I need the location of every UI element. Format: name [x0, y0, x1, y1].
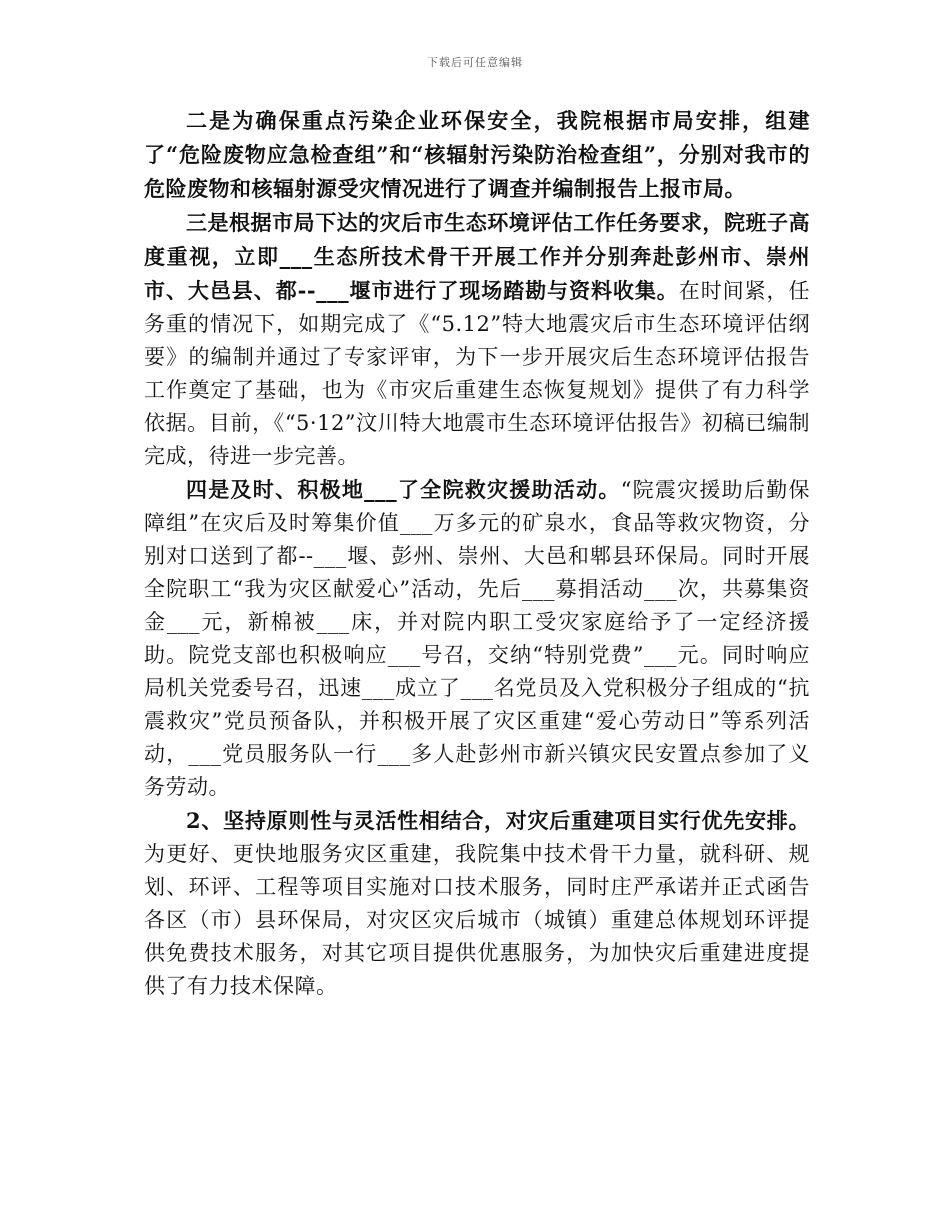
paragraph [144, 104, 810, 206]
paragraph-bold-lead: 2、坚持原则性与灵活性相结合，对灾后重建项目实行优先安排。 [186, 808, 810, 833]
paragraph-text: 为更好、更快地服务灾区重建，我院集中技术骨干力量，就科研、规划、环评、工程等项目实施对口技术服务，同时庄严承诺并正式函告各区（市）县环保局，对灾区灾后城市（城镇）重建总体规划环评提供免费技术服务，对其它项目提供优惠服务，为加快灾后重建进度提供了有力技术保障。 [144, 842, 810, 998]
paragraph-bold-lead: 二是为确保重点污染企业环保安全，我院根据市局安排，组建了“危险废物应急检查组”和“核辐射污染防治检查组”，分别对我市的危险废物和核辐射源受灾情况进行了调查并编制报告上报市局。 [144, 108, 810, 201]
page-header: 下载后可任意编辑 [427, 56, 523, 69]
paragraph-bold-lead: 四是及时、积极地___了全院救灾援助活动。 [186, 477, 621, 502]
paragraph-bold-lead: 三是根据市局下达的灾后市生态环境评估工作任务要求，院班子高度重视，立即___生态所技术骨干开展工作并分别奔赴彭州市、崇州市、大邑县、都--___堰市进行了现场踏勘与资料收集。 [144, 210, 810, 303]
paragraph [144, 473, 810, 804]
paragraph [144, 804, 810, 1003]
paragraph-text: “院震灾援助后勤保障组”在灾后及时筹集价值___万多元的矿泉水，食品等救灾物资，分别对口送到了都--___堰、彭州、崇州、大邑和郫县环保局。同时开展全院职工“我为灾区献爱心”活动，先后___募捐活动___次，共募集资金___元，新棉被___床，并对院内职工受灾家庭给予了一定经济援助。院党支部也积极响应___号召，交纳“特别党费”___元。同时响应局机关党委号召，迅速___成立了___名党员及入党积极分子组成的“抗震救灾”党员预备队，并积极开展了灾区重建“爱心劳动日”等系列活动，___党员服务队一行___多人赴彭州市新兴镇灾民安置点参加了义务劳动。 [144, 478, 810, 799]
document-body [144, 104, 810, 1003]
paragraph [144, 206, 810, 473]
paragraph-text: 在时间紧，任务重的情况下，如期完成了《“5.12”特大地震灾后市生态环境评估纲要》的编制并通过了专家评审，为下一步开展灾后生态环境评估报告工作奠定了基础，也为《市灾后重建生态恢复规划》提供了有力科学依据。目前，《“5·12”汶川特大地震市生态环境评估报告》初稿已编制完成，待进一步完善。 [144, 279, 810, 468]
